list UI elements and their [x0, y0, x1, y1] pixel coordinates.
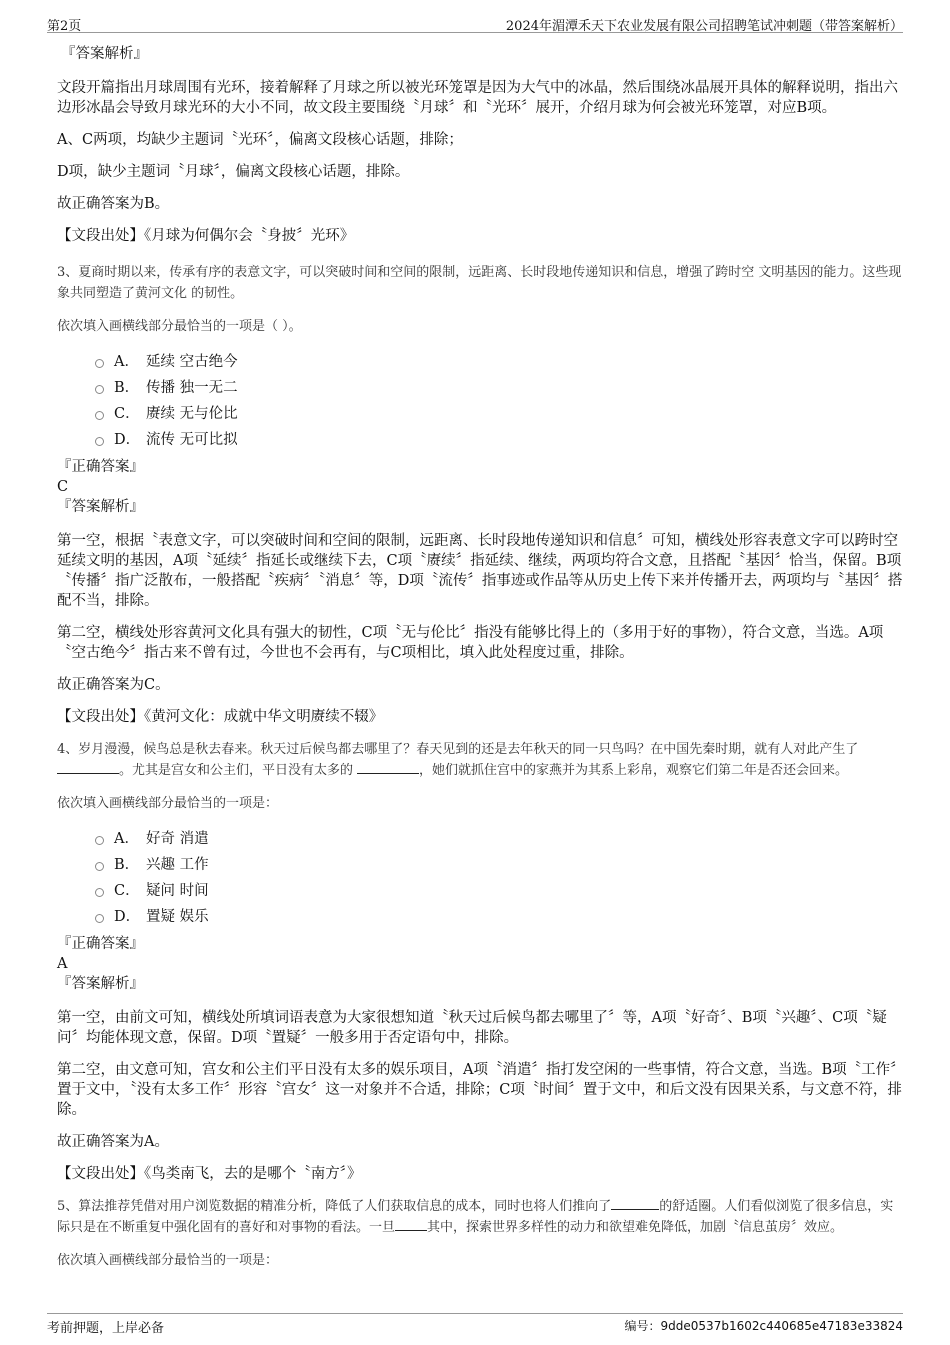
radio-icon[interactable] [95, 862, 104, 871]
option-b[interactable]: B． 兴趣 工作 [95, 850, 903, 876]
analysis-paragraph: 第一空，根据〝表意文字，可以突破时间和空间的限制，远距离、长时段地传递知识和信息〞可知，横线处形容表意文字可以跨时空延续文明的基因，A项〝延续〞指延长或继续下去，C项〝赓续〞指延续、继续，两项均符合文意，且搭配〝基因〞恰当，保留。B项〝传播〞指广泛散布，一般搭配〝疾病〞〝消息〞等，D项〝流传〞指事迹或作品等从历史上传下来并传播开去，两项均与〝基因〞搭配不当，排除。 [57, 533, 903, 609]
source-line [57, 1164, 903, 1184]
document-code: 编号：9dde0537b1602c440685e47183e33824 [624, 1319, 903, 1333]
radio-icon[interactable] [95, 359, 104, 368]
analysis-label: 『答案解析』 [57, 499, 144, 515]
option-list [95, 824, 903, 928]
analysis-paragraph: A、C两项，均缺少主题词〝光环〞，偏离文段核心话题，排除； [57, 132, 463, 148]
page-footer [47, 1313, 903, 1336]
option-c[interactable]: C． 疑问 时间 [95, 876, 903, 902]
correct-answer-label: 『正确答案』 [57, 459, 144, 475]
option-d[interactable]: D． 流传 无可比拟 [95, 425, 903, 451]
question-prompt: 依次填入画横线部分最恰当的一项是： [57, 796, 279, 811]
option-a[interactable]: A． 好奇 消遣 [95, 824, 903, 850]
option-a[interactable]: A． 延续 空古绝今 [95, 347, 903, 373]
analysis-paragraph: 第一空，由前文可知，横线处所填词语表意为大家很想知道〝秋天过后候鸟都去哪里了〞等，A项〝好奇〞、B项〝兴趣〞、C项〝疑问〞均能体现文意，保留。D项〝置疑〞一般多用于否定语句中，排除。 [57, 1010, 887, 1046]
radio-icon[interactable] [95, 385, 104, 394]
source-title: 《鸟类南飞，去的是哪个〝南方〞》 [144, 1166, 362, 1182]
main-content [57, 44, 903, 1271]
source-label: 【文段出处】 [57, 709, 144, 725]
radio-icon[interactable] [95, 411, 104, 420]
option-d[interactable]: D． 置疑 娱乐 [95, 902, 903, 928]
fill-blank [357, 761, 419, 774]
document-title: 2024年湄潭禾天下农业发展有限公司招聘笔试冲刺题（带答案解析） [505, 19, 903, 34]
option-list [95, 347, 903, 451]
radio-icon[interactable] [95, 888, 104, 897]
fill-blank [57, 761, 119, 774]
page-header [47, 12, 903, 33]
question-stem: 5、算法推荐凭借对用户浏览数据的精准分析，降低了人们获取信息的成本，同时也将人们推向了 的舒适圈。人们看似浏览了很多信息，实际只是在不断重复中强化固有的喜好和对事物的看法。一旦 其中，探索世界多样性的动力和欲望难免降低，加剧〝信息茧房〞效应。 [57, 1199, 894, 1235]
option-c[interactable]: C． 赓续 无与伦比 [95, 399, 903, 425]
radio-icon[interactable] [95, 836, 104, 845]
analysis-label: 『答案解析』 [57, 976, 144, 992]
question-prompt: 依次填入画横线部分最恰当的一项是： [57, 1253, 279, 1268]
page-number: 第2页 [47, 19, 82, 34]
source-line [57, 226, 903, 246]
fill-blank [395, 1218, 427, 1231]
analysis-paragraph: 第二空，由文意可知，宫女和公主们平日没有太多的娱乐项目，A项〝消遣〞指打发空闲的一些事情，符合文意，当选。B项〝工作〞置于文中，〝没有太多工作〞形容〝宫女〞这一对象并不合适，排除；C项〝时间〞置于文中，和后文没有因果关系，与文意不符，排除。 [57, 1062, 902, 1118]
analysis-paragraph: 文段开篇指出月球周围有光环，接着解释了月球之所以被光环笼罩是因为大气中的冰晶，然后围绕冰晶展开具体的解释说明，指出六边形冰晶会导致月球光环的大小不同，故文段主要围绕〝月球〞和〝光环〞展开，介绍月球为何会被光环笼罩，对应B项。 [57, 80, 898, 116]
footer-slogan: 考前押题，上岸必备 [47, 1321, 165, 1336]
correct-answer-label: 『正确答案』 [57, 936, 144, 952]
correct-answer: C [57, 479, 69, 495]
conclusion: 故正确答案为B。 [57, 196, 170, 212]
source-label: 【文段出处】 [57, 228, 144, 244]
question-prompt: 依次填入画横线部分最恰当的一项是（ ）。 [57, 319, 302, 334]
conclusion: 故正确答案为A。 [57, 1134, 169, 1150]
source-label: 【文段出处】 [57, 1166, 144, 1182]
fill-blank [611, 1197, 659, 1210]
radio-icon[interactable] [95, 914, 104, 923]
source-title: 《黄河文化：成就中华文明赓续不辍》 [144, 709, 384, 725]
source-line [57, 707, 903, 727]
correct-answer: A [57, 956, 68, 972]
source-title: 《月球为何偶尔会〝身披〞光环》 [144, 228, 355, 244]
analysis-paragraph: D项，缺少主题词〝月球〞，偏离文段核心话题，排除。 [57, 164, 410, 180]
option-b[interactable]: B． 传播 独一无二 [95, 373, 903, 399]
question-stem: 4、岁月漫漫，候鸟总是秋去春来。秋天过后候鸟都去哪里了？春天见到的还是去年秋天的同一只鸟吗？在中国先秦时期，就有人对此产生了。尤其是宫女和公主们，平日没有太多的 ，她们就抓住宫中的家燕并为其系上彩帛，观察它们第二年是否还会回来。 [57, 742, 859, 778]
analysis-paragraph: 第二空，横线处形容黄河文化具有强大的韧性，C项〝无与伦比〞指没有能够比得上的（多用于好的事物），符合文意，当选。A项〝空古绝今〞指古来不曾有过，今世也不会再有，与C项相比，填入此处程度过重，排除。 [57, 625, 884, 661]
radio-icon[interactable] [95, 437, 104, 446]
conclusion: 故正确答案为C。 [57, 677, 170, 693]
analysis-label: 『答案解析』 [61, 46, 148, 62]
question-stem: 3、夏商时期以来，传承有序的表意文字，可以突破时间和空间的限制，远距离、长时段地传递知识和信息，增强了跨时空 文明基因的能力。这些现象共同塑造了黄河文化 的韧性。 [57, 265, 902, 301]
